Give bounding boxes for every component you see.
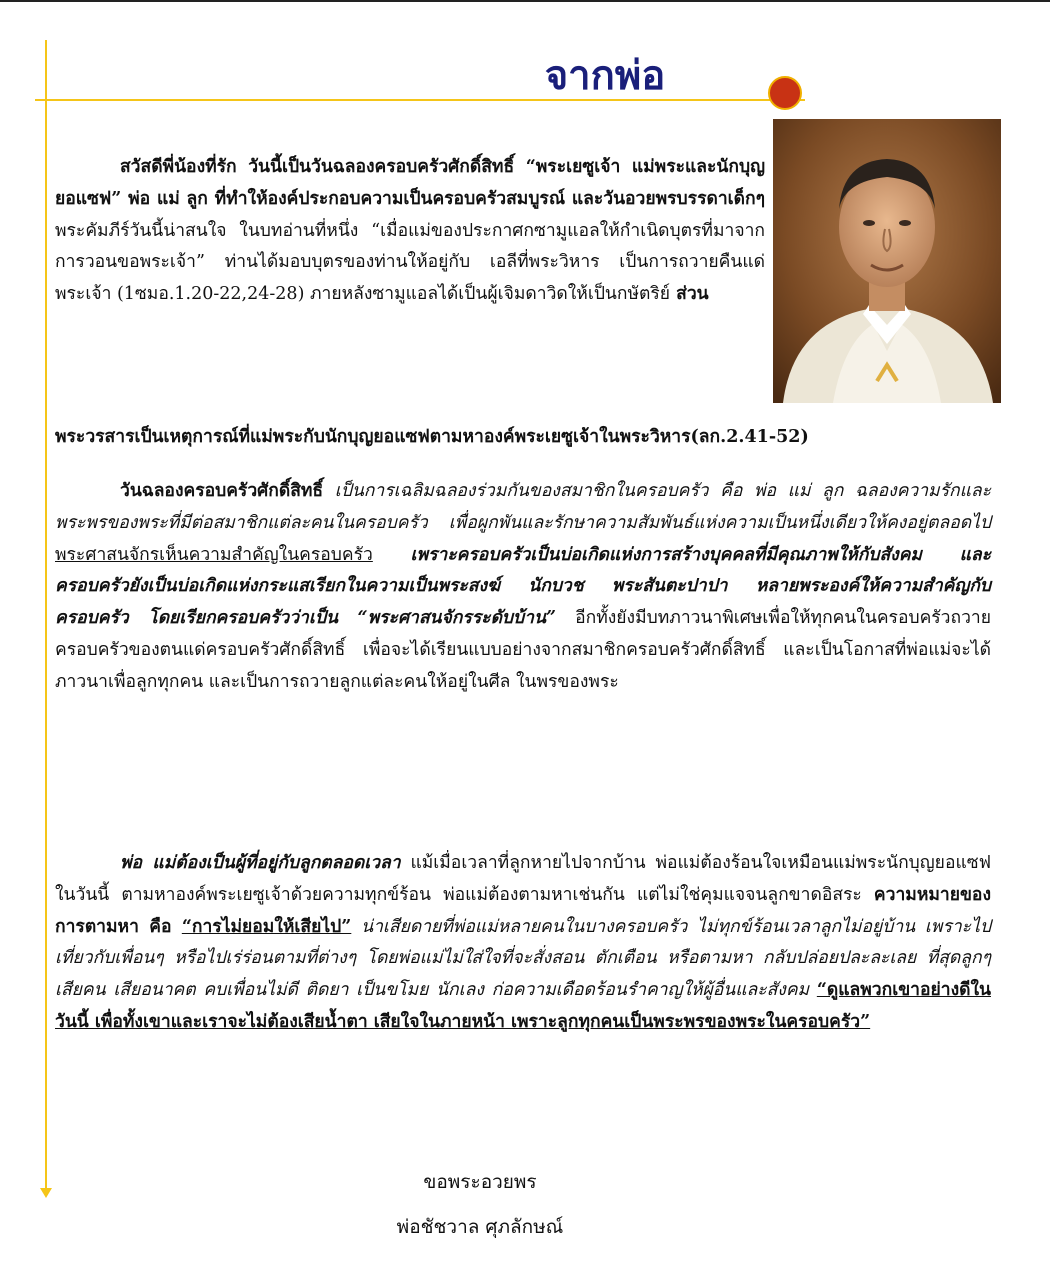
intro-greeting: สวัสดีพี่น้องที่รัก วันนี้เป็นวันฉลองครอบครัวศักดิ์สิทธิ์ “พระเยซูเจ้า แม่พระและนักบุญยอแซฟ” พ่อ แม่ ลูก ที่ทำให้องค์ประกอบความเป็นครอบครัวสมบูรณ์ และวันอวยพรบรรดาเด็กๆ — [55, 157, 765, 209]
family-feast-paragraph — [55, 476, 991, 699]
left-decorative-line — [45, 40, 47, 1190]
p3-bold-underlined: “การไม่ยอมให้เสียไป” — [181, 916, 352, 937]
p2-plain: อีกทั้งยังมีบทภาวนาพิเศษเพื่อให้ทุกคนในครอบครัวถวายครอบครัวของตนแด่ครอบครัวศักดิ์สิทธิ์ เพื่อจะได้เรียนแบบอย่างจากสมาชิกครอบครัวศักดิ์สิทธิ์ และเป็นโอกาสที่พ่อแม่จะได้ภาวนาเพื่อลูกทุกคน และเป็นการถวายลูกแต่ละคนให้อยู่ในศีล ในพรของพระ — [55, 608, 992, 692]
parents-paragraph — [55, 848, 991, 1039]
page-title: จากพ่อ — [544, 52, 666, 99]
p2-underlined: พระศาสนจักรเห็นความสำคัญในครอบครัว — [55, 544, 373, 565]
intro-bold-end: ส่วน — [670, 284, 709, 305]
circle-ornament-icon — [768, 76, 802, 110]
top-border — [0, 0, 1050, 2]
p3-italic: น่าเสียดายที่พ่อแม่หลายคนในบางครอบครัว ไม่ทุกข์ร้อนเวลาลูกไม่อยู่บ้าน เพราะไปเที่ยวกับเพื่อนๆ หรือไปเร่ร่อนตามที่ต่างๆ โดยพ่อแม่ไม่ใส่ใจที่จะสั่งสอน ตักเตือน หรือตามหา กลับปล่อยปละละเลย ที่สุดลูกๆ เสียคน เสียอนาคต คบเพื่อนไม่ดี ติดยา เป็นขโมย นักเลง ก่อความเดือดร้อนรำคาญให้ผู้อื่นและสังคม — [55, 916, 991, 1001]
intro-paragraph — [55, 152, 765, 311]
p3-lead: พ่อ แม่ต้องเป็นผู้ที่อยู่กับลูกตลอดเวลา — [120, 853, 401, 873]
intro-body: พระคัมภีร์วันนี้น่าสนใจ ในบทอ่านที่หนึ่ง “เมื่อแม่ของประกาศกซามูแอลให้กำเนิดบุตรที่มาจากการวอนขอพระเจ้า” ท่านได้มอบบุตรของท่านให้อยู่กับ เอลีที่พระวิหาร เป็นการถวายคืนแด่พระเจ้า (1ซมอ.1.20-22,24-28) ภายหลังซามูแอลได้เป็นผู้เจิมดาวิดให้เป็นกษัตริย์ — [55, 220, 765, 305]
p2-bold-italic: เพราะครอบครัวเป็นบ่อเกิดแห่งการสร้างบุคคลที่มีคุณภาพให้กับสังคม และครอบครัวยังเป็นบ่อเกิดแห่งกระแสเรียกในความเป็นพระสงฆ์ นักบวช พระสันตะปาปา หลายพระองค์ให้ความสำคัญกับครอบครัว โดยเรียกครอบครัวว่าเป็น “พระศาสนจักรระดับบ้าน” — [55, 544, 991, 629]
p3-closing-quote: “ดูแลพวกเขาอย่างดีในวันนี้ เพื่อทั้งเขาและเราจะไม่ต้องเสียน้ำตา เสียใจในภายหน้า เพราะลูกทุกคนเป็นพระพรของพระในครอบครัว” — [55, 980, 991, 1032]
blessing-text: ขอพระอวยพร — [423, 1171, 537, 1193]
p3-plain: แม้เมื่อเวลาที่ลูกหายไปจากบ้าน พ่อแม่ต้องร้อนใจเหมือนแม่พระนักบุญยอแซฟในวันนี้ ตามหาองค์พระเยซูเจ้าด้วยความทุกข์ร้อน พ่อแม่ต้องตามหาเช่นกัน แต่ไม่ใช่คุมแจจนลูกขาดอิสระ — [55, 853, 991, 905]
p2-italic: เป็นการเฉลิมฉลองร่วมกันของสมาชิกในครอบครัว คือ พ่อ แม่ ลูก ฉลองความรักและพระพรของพระที่มีต่อสมาชิกแต่ละคนในครอบครัว เพื่อผูกพันและรักษาความสัมพันธ์แห่งความเป็นหนึ่งเดียวให้คงอยู่ตลอดไป — [55, 481, 991, 533]
down-arrow-icon — [40, 1188, 52, 1198]
intro-gospel-line: พระวรสารเป็นเหตุการณ์ที่แม่พระกับนักบุญยอแซฟตามหาองค์พระเยซูเจ้าในพระวิหาร(ลก.2.41-52) — [55, 427, 809, 447]
author-portrait — [773, 119, 1001, 403]
signature: พ่อชัชวาล ศุภลักษณ์ — [396, 1216, 564, 1238]
p3-bold: ความหมายของการตามหา คือ — [55, 884, 991, 937]
p2-lead: วันฉลองครอบครัวศักดิ์สิทธิ์ — [120, 481, 324, 501]
